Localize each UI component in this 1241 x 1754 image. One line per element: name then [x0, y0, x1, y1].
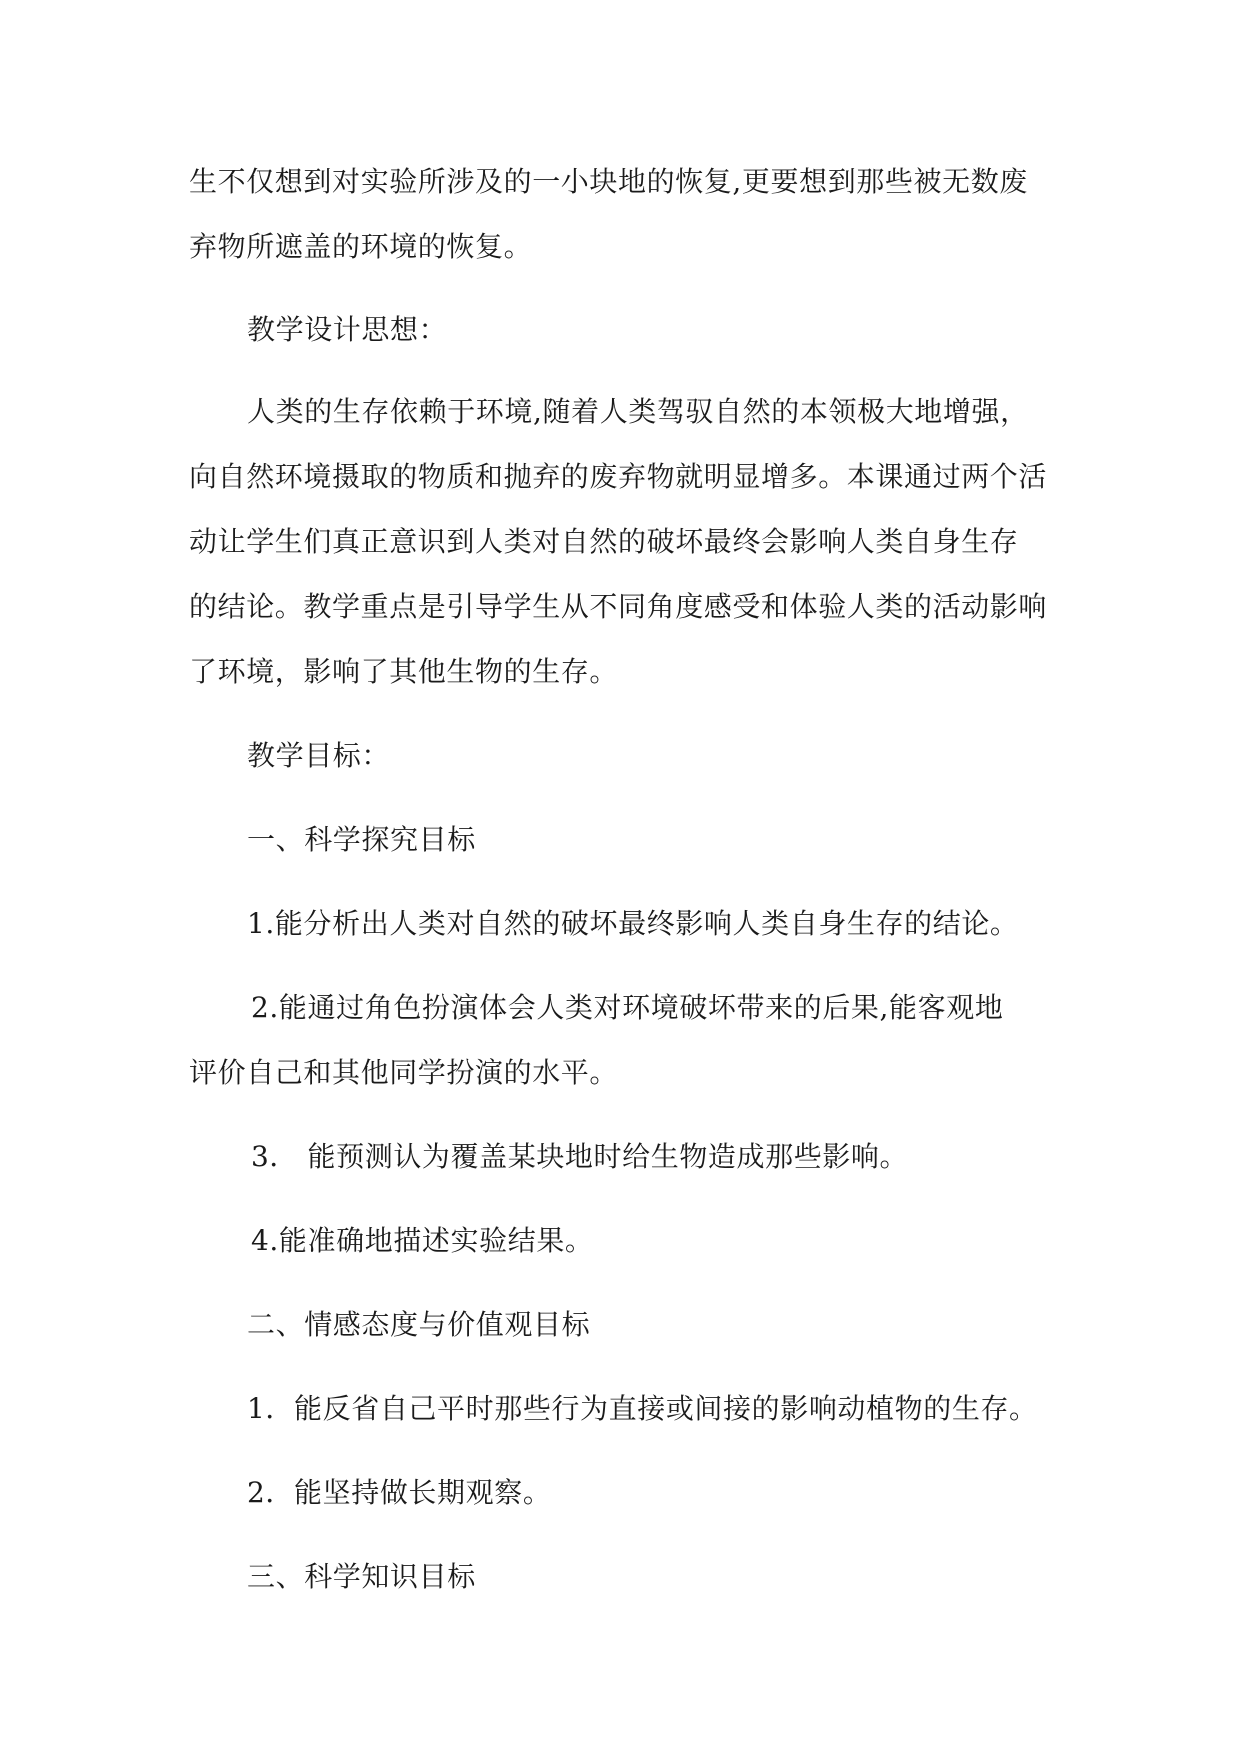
list-item-continuation: 评价自己和其他同学扮演的水平。	[189, 1056, 619, 1089]
paragraph-line: 的结论。教学重点是引导学生从不同角度感受和体验人类的活动影响	[189, 590, 1048, 623]
list-item: 1．能反省自己平时那些行为直接或间接的影响动植物的生存。	[247, 1392, 1038, 1425]
list-item: 2．能坚持做长期观察。	[247, 1476, 552, 1509]
list-item: 1.能分析出人类对自然的破坏最终影响人类自身生存的结论。	[247, 907, 1019, 940]
paragraph-line: 动让学生们真正意识到人类对自然的破坏最终会影响人类自身生存	[189, 525, 1019, 558]
paragraph-line: 了环境，影响了其他生物的生存。	[189, 655, 619, 688]
list-item: 4.能准确地描述实验结果。	[251, 1224, 594, 1257]
section-heading-design-idea: 教学设计思想：	[247, 313, 448, 346]
subheading-science-knowledge: 三、科学知识目标	[247, 1560, 476, 1593]
paragraph-continuation-line: 弃物所遮盖的环境的恢复。	[189, 230, 533, 263]
paragraph-continuation-line: 生不仅想到对实验所涉及的一小块地的恢复,更要想到那些被无数废	[189, 165, 1028, 198]
list-item: 2.能通过角色扮演体会人类对环境破坏带来的后果,能客观地	[251, 991, 1004, 1024]
list-item: 3． 能预测认为覆盖某块地时给生物造成那些影响。	[251, 1140, 909, 1173]
paragraph-line: 人类的生存依赖于环境,随着人类驾驭自然的本领极大地增强，	[247, 395, 1029, 428]
subheading-attitude-values: 二、情感态度与价值观目标	[247, 1308, 591, 1341]
subheading-science-inquiry: 一、科学探究目标	[247, 823, 476, 856]
section-heading-teaching-goals: 教学目标：	[247, 739, 391, 772]
paragraph-line: 向自然环境摄取的物质和抛弃的废弃物就明显增多。本课通过两个活	[189, 460, 1048, 493]
